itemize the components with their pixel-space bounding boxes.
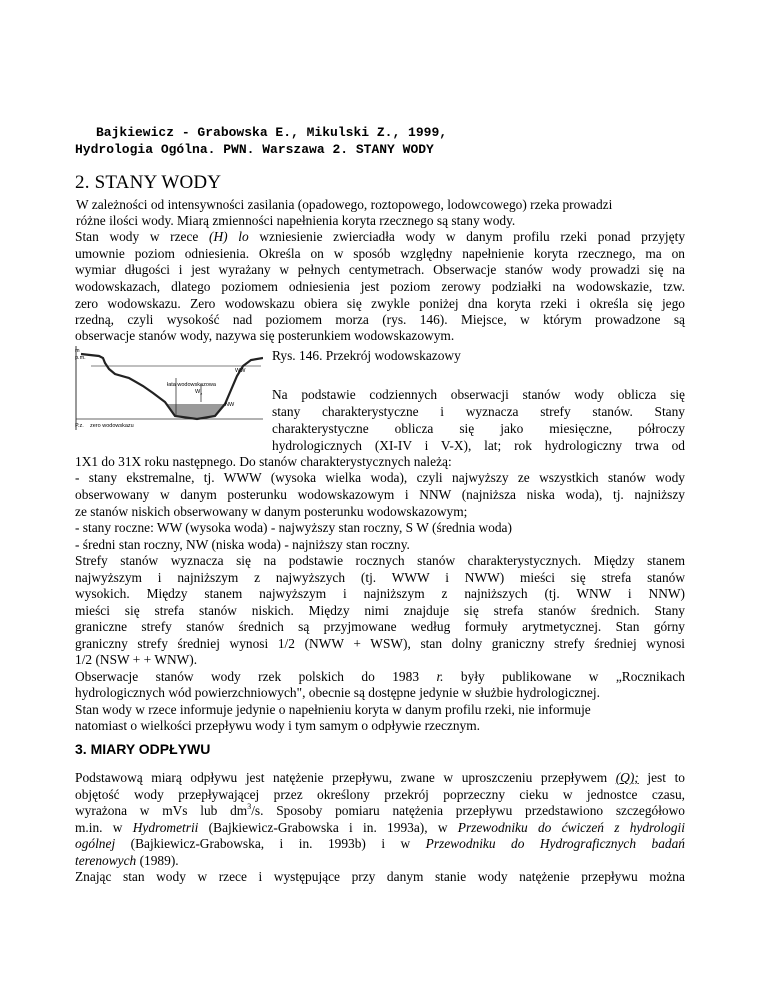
paragraph-line: graniczny strefy średniej wynosi 1/2 (NWW + WSW), stan dolny graniczny strefy średniej wynosi xyxy=(75,636,685,651)
paragraph-line: zero wodowskazu. Zero wodowskazu obiera się zwykle poniżej dna koryta rzeki i określa się jego xyxy=(75,296,685,311)
paragraph-line: objętość wody przepływającej przez określony przekrój poprzeczny cieku w jednostce czasu, xyxy=(75,787,685,802)
section-3-heading: 3. MIARY ODPŁYWU xyxy=(75,741,211,757)
paragraph-line: - stany roczne: WW (wysoka woda) - najwyższy stan roczny, S W (średnia woda) xyxy=(75,520,512,535)
paragraph-line: 1X1 do 31X roku następnego. Do stanów charakterystycznych należą: xyxy=(75,454,452,469)
citation-line-2: Hydrologia Ogólna. PWN. Warszawa 2. STANY WODY xyxy=(75,142,434,157)
label-m: m xyxy=(75,348,80,354)
paragraph-line: wymiar długości i jest wyrażany w pełnych centymetrach. Obserwacje stanów wody prowadzi się na xyxy=(75,262,685,277)
paragraph-line: Na podstawie codziennych obserwacji stanów wody oblicza się xyxy=(272,387,685,402)
paragraph-line: wysokich. Między stanem najwyższym i najniższym z najniższych (tj. WNW i NNW) xyxy=(75,586,685,601)
paragraph-line: stany charakterystyczne i wyznacza strefy stanów. Stany xyxy=(272,404,685,419)
paragraph-line: - średni stan roczny, NW (niska woda) - najniższy stan roczny. xyxy=(75,537,410,552)
paragraph-line: wodowskazach, dlatego poziomem odniesienia jest poziom zerowy podziałki na wodowskazie, tzw. xyxy=(75,279,685,294)
paragraph-line: Strefy stanów wyznacza się na podstawie rocznych stanów charakterystycznych. Między stanem xyxy=(75,553,685,568)
paragraph-line: m.in. w Hydrometrii (Bajkiewicz-Grabowska i in. 1993a), w Przewodniku do ćwiczeń z hydrologii xyxy=(75,820,685,835)
label-ww: WW xyxy=(235,368,246,374)
paragraph-line: Podstawową miarą odpływu jest natężenie przepływu, zwane w uproszczeniu przepływem (Q); jest to xyxy=(75,770,685,785)
section-2-heading: 2. STANY WODY xyxy=(75,172,222,193)
label-zero-gauge: zero wodowskazu xyxy=(90,423,134,429)
paragraph-line: graniczne strefy stanów średnich są przyjmowane według formuły arytmetycznej. Stan górny xyxy=(75,619,685,634)
paragraph-line: natomiast o wielkości przepływu wody i tym samym o odpływie rzecznym. xyxy=(75,718,480,733)
paragraph-line: obserwowany w danym posterunku wodowskazowym i NNW (najniższa niska woda), tj. najniższy xyxy=(75,487,685,502)
paragraph-line: obserwacje stanów wody, nazywa się posterunkiem wodowskazowym. xyxy=(75,328,455,343)
paragraph-line: ogólnej (Bajkiewicz-Grabowska, i in. 1993b) i w Przewodniku do Hydrograficznych badań xyxy=(75,836,685,851)
paragraph-line: 1/2 (NSW + + WNW). xyxy=(75,652,198,667)
paragraph-line: Stan wody w rzece (H) lo wzniesienie zwierciadła wody w danym profilu rzeki ponad przyjęty xyxy=(75,229,686,244)
paragraph-line: umownie poziom odniesienia. Określa on w sposób względny napełnienie koryta rzecznego, ma on xyxy=(75,246,685,261)
paragraph-line: najwyższym i najniższym z najwyższych (tj. WWW i NWW) mieści się strefa stanów xyxy=(75,570,685,585)
paragraph-line: hydrologicznych (XI-IV i V-X), lat; rok hydrologiczny trwa od xyxy=(272,438,685,453)
figure-caption: Rys. 146. Przekrój wodowskazowy xyxy=(272,348,461,363)
paragraph-line: terenowych (1989). xyxy=(75,853,179,868)
paragraph-line: Znając stan wody w rzece i występujące przy danym stanie wody natężenie przepływu można xyxy=(75,869,685,884)
paragraph-line: wyrażona w mVs lub $dm^3/s$. Sposoby pomiaru natężenia przepływu przedstawiono szczegółowo xyxy=(75,802,685,818)
citation-line-1: Bajkiewicz - Grabowska E., Mikulski Z., 1999, xyxy=(96,125,448,140)
gauge-cross-section-figure xyxy=(75,346,263,430)
paragraph-line: rzedną, czyli wysokość nad poziomem morza (rys. 146). Miejsce, w którym prowadzone są xyxy=(75,312,685,327)
paragraph-line: mieści się strefa stanów niskich. Między nimi znajduje się strefa stanów średnich. Stany xyxy=(75,603,685,618)
paragraph-line: Stan wody w rzece informuje jedynie o napełnieniu koryta w danym profilu rzeki, nie informuje xyxy=(75,702,591,717)
label-pz: P.z. xyxy=(75,423,84,429)
paragraph-line: hydrologicznych wód powierzchniowych", obecnie są dostępne jedynie w służbie hydrologicznej. xyxy=(75,685,600,700)
label-gauge-staff: łata wodowskazowa xyxy=(167,382,216,388)
paragraph-line: ze stanów niskich obserwowany w danym posterunku wodowskazowym; xyxy=(75,504,468,519)
label-nw: NW xyxy=(225,402,235,408)
label-pm: p.m. xyxy=(75,355,86,361)
paragraph-line: - stany ekstremalne, tj. WWW (wysoka wielka woda), czyli najwyższy ze wszystkich stanów wody xyxy=(75,470,685,485)
paragraph-line: charakterystyczne oblicza się jako miesięczne, półroczy xyxy=(272,421,685,436)
paragraph-line: Obserwacje stanów wody rzek polskich do 1983 r. były publikowane w „Rocznikach xyxy=(75,669,685,684)
label-wz: $W_z$ xyxy=(195,389,203,396)
paragraph-line: W zależności od intensywności zasilania (opadowego, roztopowego, lodowcowego) rzeka prowadzi xyxy=(76,197,613,212)
paragraph-line: różne ilości wody. Miarą zmienności napełnienia koryta rzecznego są stany wody. xyxy=(76,213,516,228)
